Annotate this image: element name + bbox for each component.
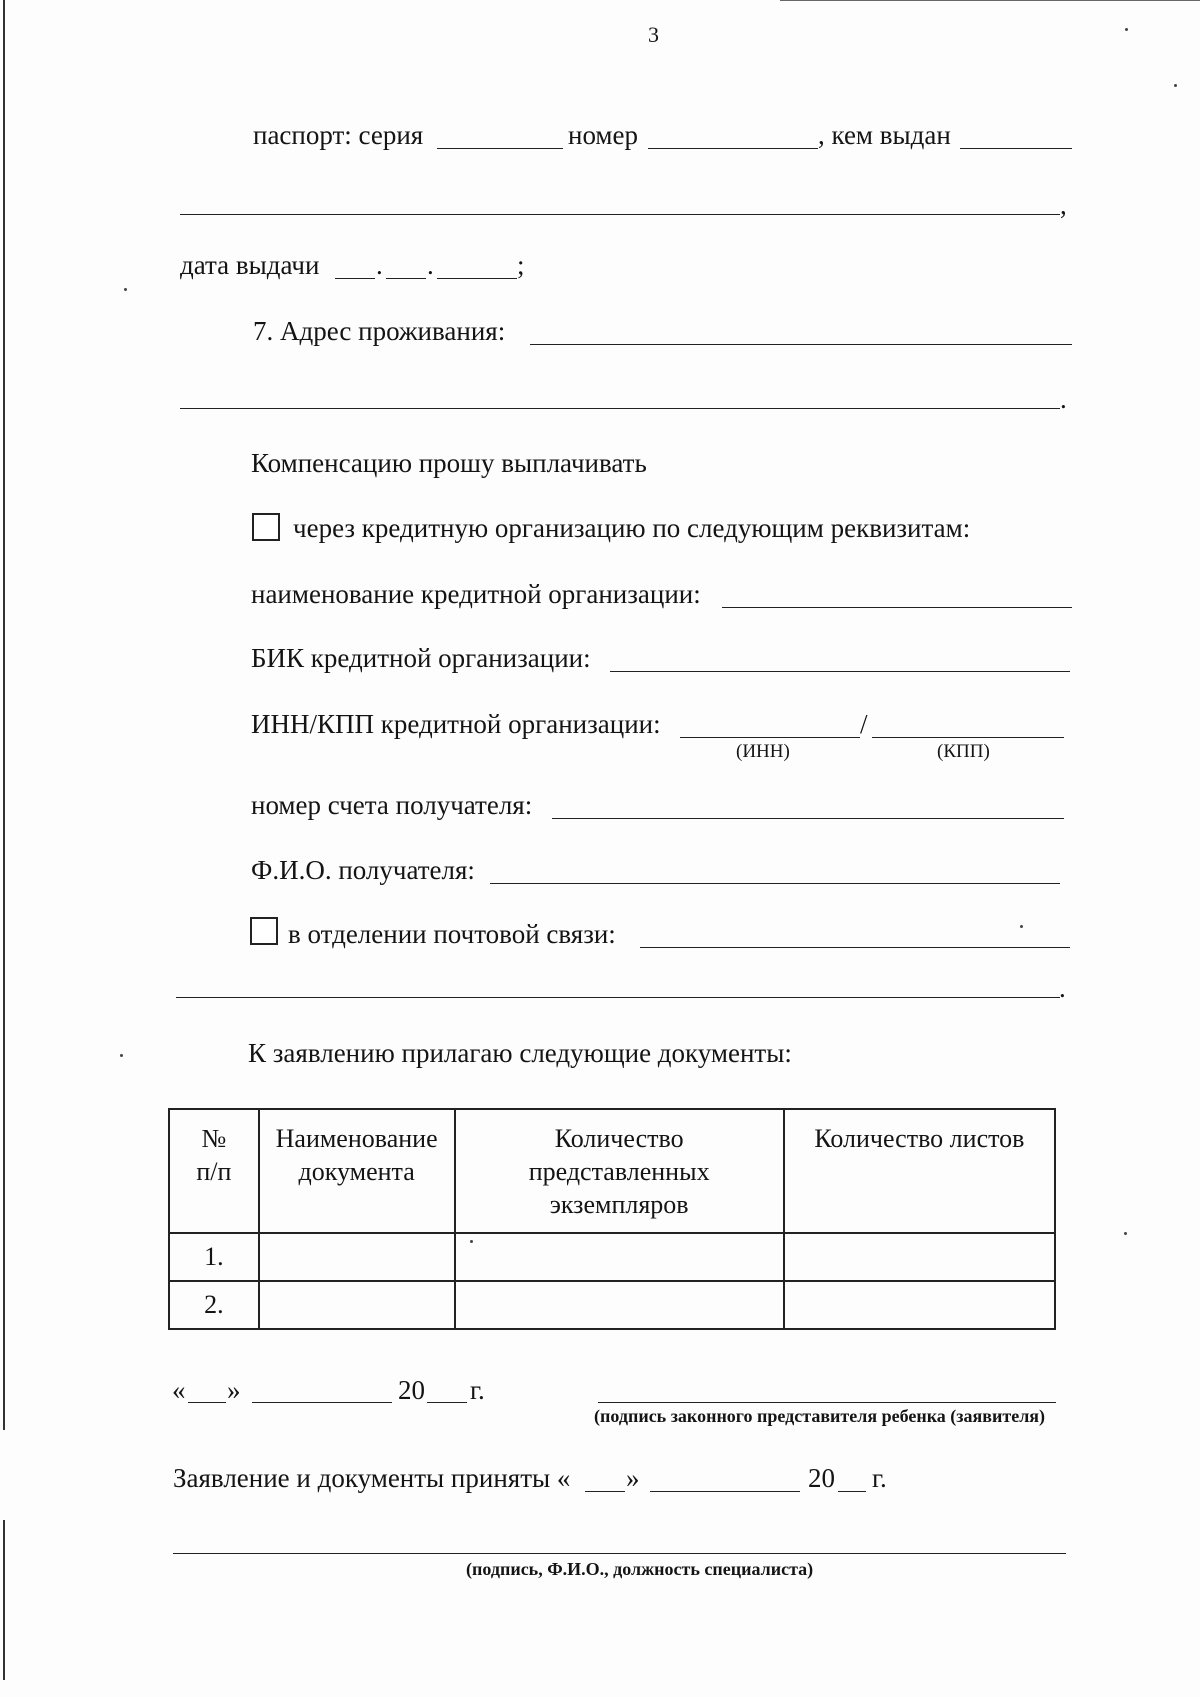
post-office-field-continued[interactable] [176, 997, 1060, 998]
bank-name-label: наименование кредитной организации: [251, 579, 701, 609]
bik-label: БИК кредитной организации: [251, 643, 591, 673]
accepted-label: Заявление и документы приняты « [173, 1463, 571, 1493]
passport-number-label: номер [568, 120, 639, 150]
header-copies-line-2: представленных [528, 1157, 710, 1186]
post-office-line-end: . [1059, 973, 1066, 1003]
signature-date-month-field[interactable] [252, 1402, 392, 1403]
issue-date-label: дата выдачи [180, 250, 320, 280]
header-document-name-line-2: документа [298, 1157, 415, 1186]
header-copies-line-1: Количество [554, 1124, 684, 1153]
table-row [169, 1281, 1055, 1329]
header-number [169, 1109, 259, 1233]
signature-year-field[interactable] [427, 1402, 467, 1403]
attachments-table-header-row [169, 1109, 1055, 1233]
header-number-line-2: п/п [196, 1157, 232, 1186]
accepted-year-field[interactable] [838, 1491, 866, 1492]
scan-speck [120, 1054, 123, 1057]
issue-date-year-field[interactable] [437, 278, 517, 279]
issue-date-separator-2: . [427, 250, 434, 280]
inn-kpp-slash: / [860, 709, 868, 739]
passport-issued-by-label: , кем выдан [818, 120, 951, 150]
signature-date-day-field[interactable] [188, 1402, 226, 1403]
issue-date-month-field[interactable] [386, 278, 426, 279]
scan-speck [1124, 1232, 1127, 1235]
header-sheets-line-1: Количество листов [814, 1124, 1025, 1153]
kpp-hint: (КПП) [937, 741, 990, 762]
scan-speck [470, 1240, 473, 1243]
bik-field[interactable] [610, 671, 1070, 672]
post-office-field[interactable] [640, 947, 1070, 948]
specialist-signature-caption: (подпись, Ф.И.О., должность специалиста) [466, 1559, 814, 1579]
address-field[interactable] [530, 344, 1072, 345]
row-number: 2. [169, 1281, 259, 1329]
accepted-year-suffix: г. [872, 1463, 887, 1493]
document-name-cell[interactable] [259, 1281, 455, 1329]
recipient-name-field[interactable] [490, 883, 1060, 884]
bank-transfer-checkbox[interactable] [252, 513, 280, 541]
header-document-name-line-1: Наименование [275, 1124, 438, 1153]
inn-field[interactable] [680, 737, 860, 738]
page-number: 3 [648, 22, 659, 47]
address-field-continued[interactable] [180, 408, 1060, 409]
signature-date-quote-open: « [172, 1375, 186, 1405]
issue-date-separator-1: . [376, 250, 383, 280]
signature-year-prefix: 20 [398, 1375, 425, 1405]
account-number-label: номер счета получателя: [251, 790, 533, 820]
address-label: 7. Адрес проживания: [253, 316, 506, 346]
inn-hint: (ИНН) [736, 741, 790, 762]
payment-intro: Компенсацию прошу выплачивать [251, 448, 647, 478]
recipient-name-label: Ф.И.О. получателя: [251, 855, 475, 885]
sheets-count-cell[interactable] [784, 1233, 1055, 1281]
sheets-count-cell[interactable] [784, 1281, 1055, 1329]
bank-transfer-option-label: через кредитную организацию по следующим реквизитам: [293, 513, 971, 543]
issue-date-end: ; [517, 250, 525, 280]
scan-speck [124, 288, 127, 291]
applicant-signature-field[interactable] [598, 1402, 1056, 1403]
attachments-intro: К заявлению прилагаю следующие документы: [248, 1038, 792, 1068]
passport-series-label: паспорт: серия [253, 120, 424, 150]
passport-series-field[interactable] [437, 148, 563, 149]
scan-top-edge [780, 0, 1200, 1]
attachments-table [168, 1108, 1056, 1330]
scan-speck [1174, 84, 1177, 87]
passport-line-end: , [1060, 190, 1067, 220]
copies-count-cell[interactable] [455, 1281, 784, 1329]
scan-speck [1020, 925, 1023, 928]
header-document-name [259, 1109, 455, 1233]
passport-issued-by-field-continued[interactable] [180, 214, 1060, 215]
signature-date-quote-close: » [227, 1375, 241, 1405]
bank-name-field[interactable] [722, 607, 1072, 608]
applicant-signature-caption: (подпись законного представителя ребенка (заявителя) [594, 1406, 1046, 1426]
kpp-field[interactable] [872, 737, 1064, 738]
document-name-cell[interactable] [259, 1233, 455, 1281]
signature-year-suffix: г. [470, 1375, 485, 1405]
passport-number-field[interactable] [648, 148, 818, 149]
header-sheets-count [784, 1109, 1055, 1233]
scan-speck [1125, 28, 1128, 31]
post-office-checkbox[interactable] [250, 917, 278, 945]
specialist-signature-field[interactable] [173, 1553, 1066, 1554]
header-number-line-1: № [201, 1124, 227, 1153]
accepted-year-prefix: 20 [808, 1463, 835, 1493]
header-copies-line-3: экземпляров [549, 1190, 689, 1219]
scan-left-edge-lower [3, 1520, 5, 1680]
row-number: 1. [169, 1233, 259, 1281]
accepted-date-quote-close: » [626, 1463, 640, 1493]
scan-left-edge [3, 0, 5, 1430]
copies-count-cell[interactable] [455, 1233, 784, 1281]
address-line-end: . [1060, 384, 1067, 414]
post-office-option-label: в отделении почтовой связи: [288, 919, 616, 949]
passport-issued-by-field[interactable] [960, 148, 1072, 149]
header-copies-count [455, 1109, 784, 1233]
account-number-field[interactable] [552, 818, 1064, 819]
inn-kpp-label: ИНН/КПП кредитной организации: [251, 709, 661, 739]
accepted-date-day-field[interactable] [585, 1491, 625, 1492]
issue-date-day-field[interactable] [335, 278, 375, 279]
table-row [169, 1233, 1055, 1281]
accepted-date-month-field[interactable] [650, 1491, 800, 1492]
